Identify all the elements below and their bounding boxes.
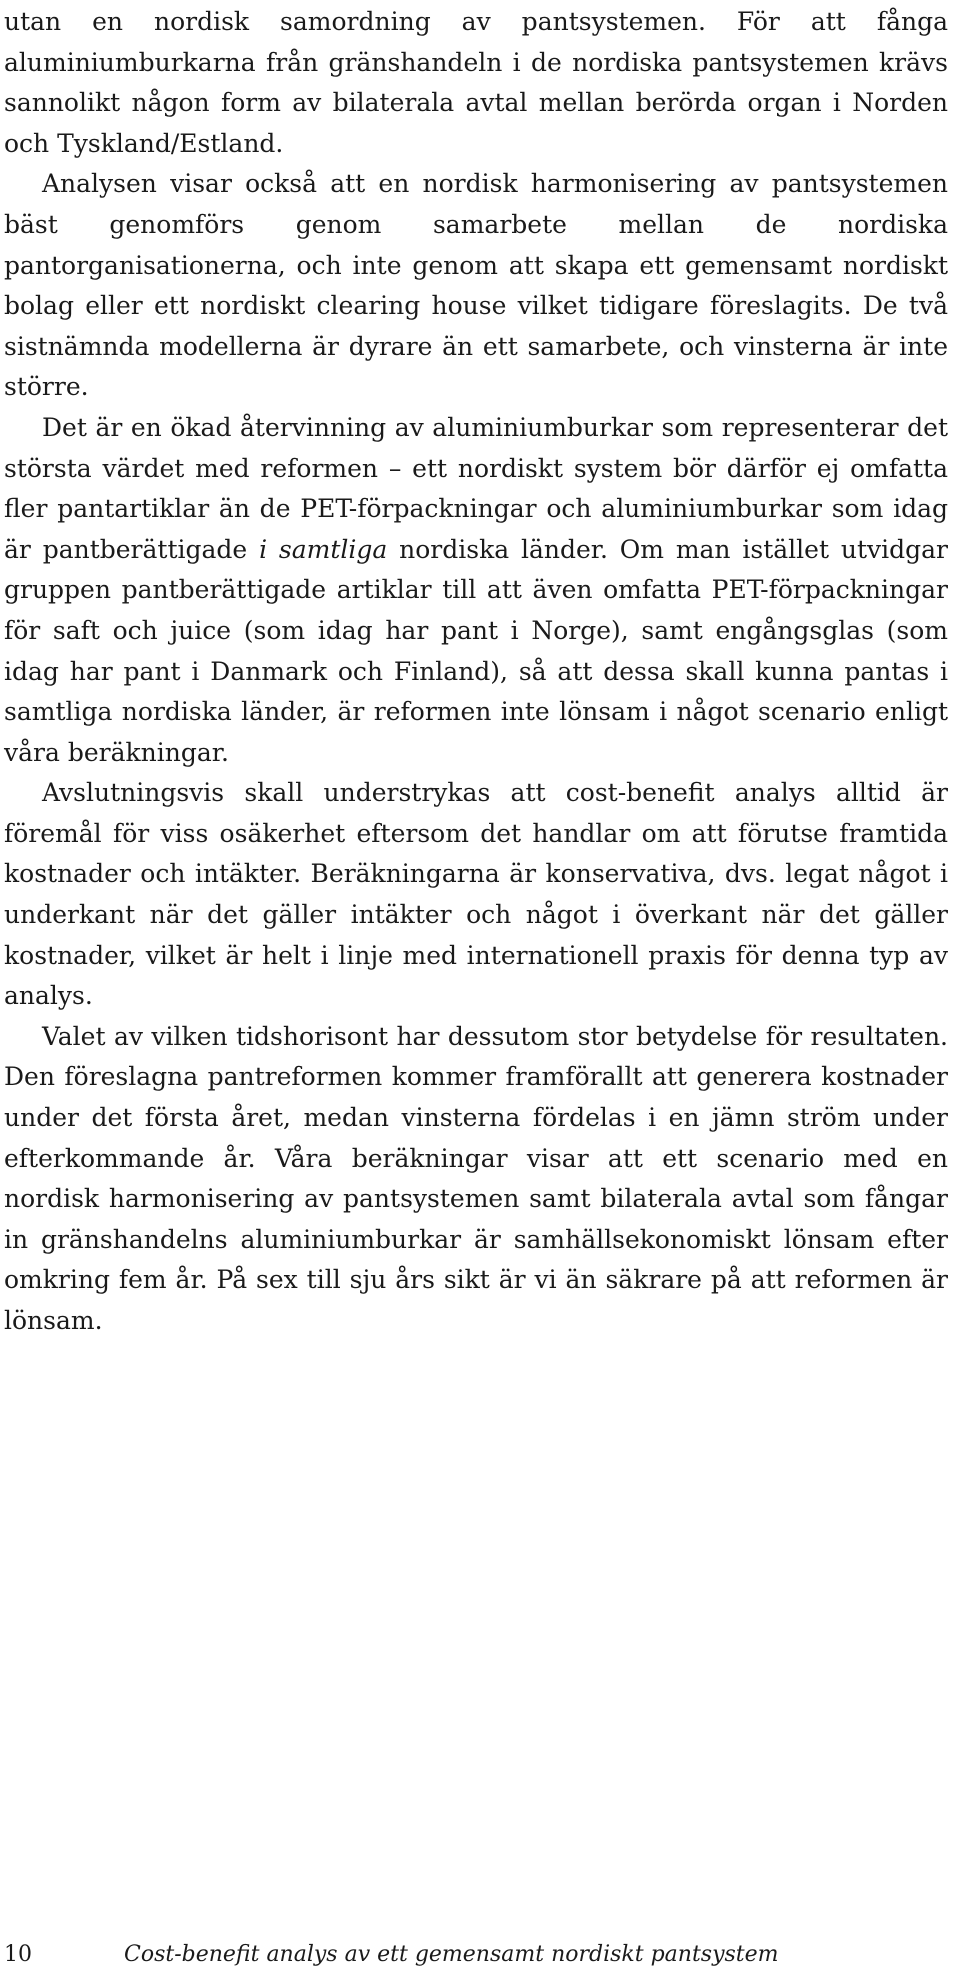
- body-text: [4, 2, 948, 1342]
- paragraph-3-text-start: Det är en ökad återvinning av aluminiumburkar som representerar det största värdet med reformen – ett nordiskt system bör därför ej omfatta fler pantartiklar än de PET-förpackningar och aluminiumburkar som idag är pantberättigade: [4, 412, 948, 564]
- paragraph-3-italic-emphasis: i samtliga: [259, 534, 388, 564]
- running-title: Cost-benefit analys av ett gemensamt nordiskt pantsystem: [124, 1942, 779, 1967]
- paragraph-4: Avslutningsvis skall understrykas att cost-benefit analys alltid är föremål för viss osäkerhet eftersom det handlar om att förutse framtida kostnader och intäkter. Beräkningarna är konservativa, dvs. legat något i underkant när det gäller intäkter och något i överkant när det gäller kostnader, vilket är helt i linje med internationell praxis för denna typ av analys.: [4, 778, 948, 1011]
- paragraph-2: Analysen visar också att en nordisk harmonisering av pantsystemen bäst genomförs genom samarbete mellan de nordiska pantorganisationerna, och inte genom att skapa ett gemensamt nordiskt bolag eller ett nordiskt clearing house vilket tidigare föreslagits. De två sistnämnda modellerna är dyrare än ett samarbete, och vinsterna är inte större.: [4, 169, 948, 402]
- page-number: 10: [4, 1942, 32, 1967]
- paragraph-3: [4, 408, 948, 773]
- paragraph-3-text-end: nordiska länder. Om man istället utvidgar gruppen pantberättigade artiklar till att även omfatta PET-förpackningar för saft och juice (som idag har pant i Norge), samt engångsglas (som idag har pant i Danmark och Finland), så att dessa skall kunna pantas i samtliga nordiska länder, är reformen inte lönsam i något scenario enligt våra beräkningar.: [4, 534, 948, 767]
- page-footer: [4, 1940, 948, 1970]
- paragraph-5: Valet av vilken tidshorisont har dessutom stor betydelse för resultaten. Den föreslagna pantreformen kommer framförallt att generera kostnader under det första året, medan vinsterna fördelas i en jämn ström under efterkommande år. Våra beräkningar visar att ett scenario med en nordisk harmonisering av pantsystemen samt bilaterala avtal som fångar in gränshandelns aluminiumburkar är samhällsekonomiskt lönsam efter omkring fem år. På sex till sju års sikt är vi än säkrare på att reformen är lönsam.: [4, 1021, 948, 1335]
- paragraph-1: utan en nordisk samordning av pantsystemen. För att fånga aluminiumburkarna från gränshandeln i de nordiska pantsystemen krävs sannolikt någon form av bilaterala avtal mellan berörda organ i Norden och Tyskland/Estland.: [4, 7, 948, 158]
